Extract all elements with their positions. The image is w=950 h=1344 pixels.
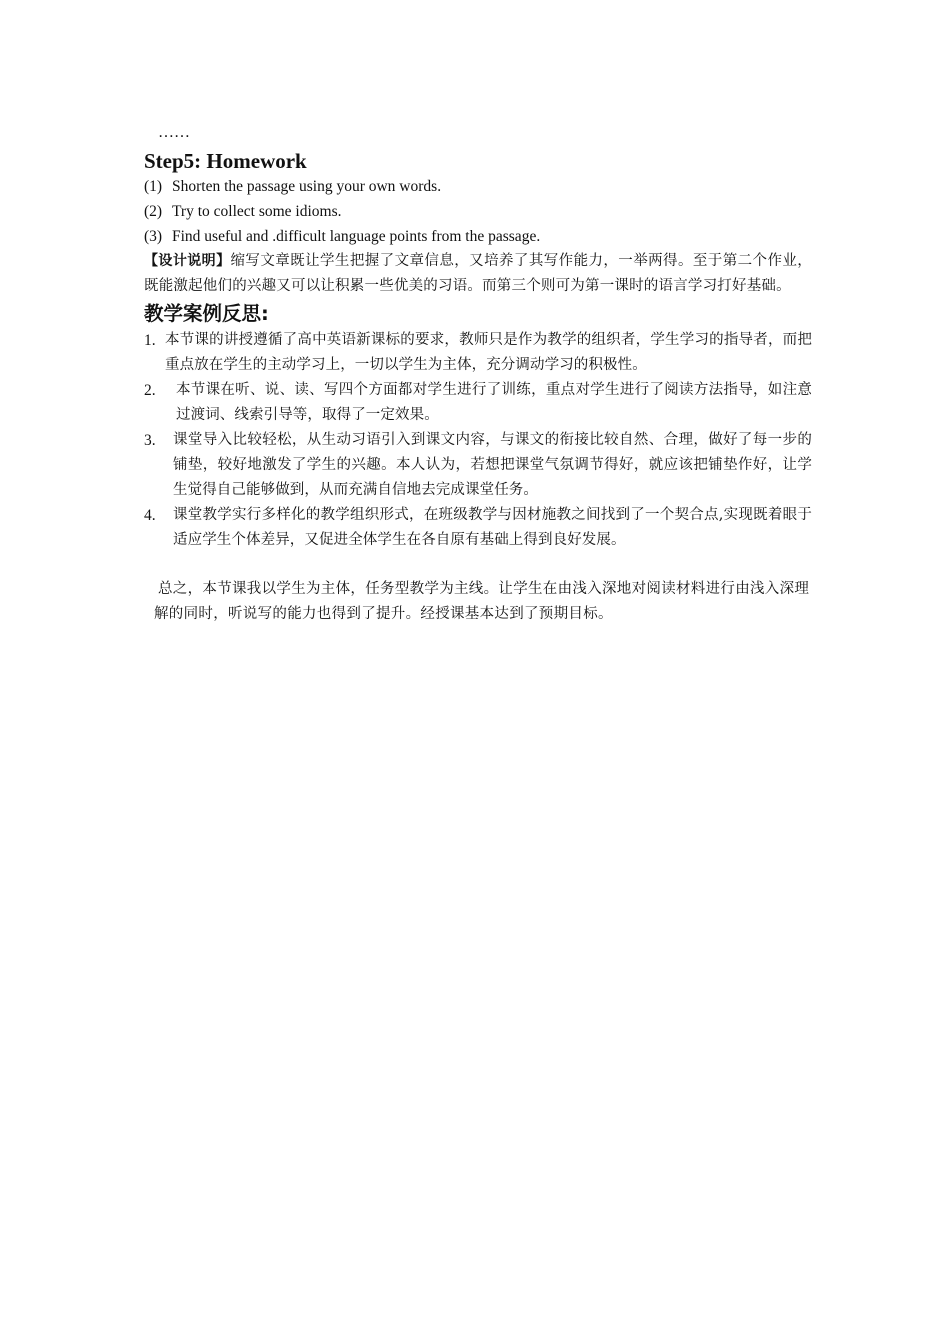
reflection-item — [144, 328, 812, 378]
reflection-heading: 教学案例反思: — [144, 302, 269, 325]
reflection-item-text: 本节课在听、说、读、写四个方面都对学生进行了训练，重点对学生进行了阅读方法指导，如注意过渡词、线索引导等，取得了一定效果。 — [176, 382, 812, 423]
reflection-list — [144, 328, 812, 553]
conclusion-paragraph: 总之，本节课我以学生为主体，任务型教学为主线。让学生在由浅入深地对阅读材料进行由浅入深理解的同时，听说写的能力也得到了提升。经授课基本达到了预期目标。 — [154, 581, 810, 622]
reflection-item-number: 3. — [144, 432, 156, 449]
reflection-item-number: 1. — [144, 332, 156, 349]
reflection-item-text: 课堂导入比较轻松，从生动习语引入到课文内容，与课文的衔接比较自然、合理，做好了每一步的铺垫，较好地激发了学生的兴趣。本人认为，若想把课堂气氛调节得好，就应该把铺垫作好，让学生觉得自己能够做到，从而充满自信地去完成课堂任务。 — [173, 432, 812, 498]
homework-item — [144, 199, 812, 224]
homework-item-number: (1) — [144, 178, 163, 195]
homework-item-text: Find useful and .difficult language points from the passage. — [172, 228, 541, 245]
reflection-item-text: 课堂教学实行多样化的教学组织形式，在班级教学与因材施教之间找到了一个契合点,实现既着眼于适应学生个体差异，又促进全体学生在各自原有基础上得到良好发展。 — [173, 507, 812, 548]
homework-item — [144, 174, 812, 199]
reflection-item-text: 本节课的讲授遵循了高中英语新课标的要求，教师只是作为教学的组织者，学生学习的指导者，而把重点放在学生的主动学习上，一切以学生为主体，充分调动学习的积极性。 — [165, 332, 812, 373]
homework-list — [144, 174, 812, 249]
reflection-item-number: 4. — [144, 507, 156, 524]
homework-item-text: Try to collect some idioms. — [172, 203, 342, 220]
ellipsis-text: …… — [158, 124, 190, 141]
reflection-item — [144, 428, 812, 503]
design-note-text: 缩写文章既让学生把握了文章信息，又培养了其写作能力，一举两得。至于第二个作业，既能激起他们的兴趣又可以让积累一些优美的习语。而第三个则可为第一课时的语言学习打好基础。 — [144, 253, 813, 294]
design-note — [144, 249, 812, 298]
homework-item-number: (3) — [144, 228, 163, 245]
homework-item-number: (2) — [144, 203, 163, 220]
step5-heading: Step5: Homework — [144, 149, 307, 173]
homework-item-text: Shorten the passage using your own words. — [172, 178, 442, 195]
design-note-label: 【设计说明】 — [144, 253, 231, 269]
homework-item — [144, 224, 812, 249]
reflection-item — [144, 503, 812, 553]
reflection-item-number: 2. — [144, 382, 156, 399]
document-page — [144, 118, 812, 627]
reflection-item — [144, 378, 812, 428]
